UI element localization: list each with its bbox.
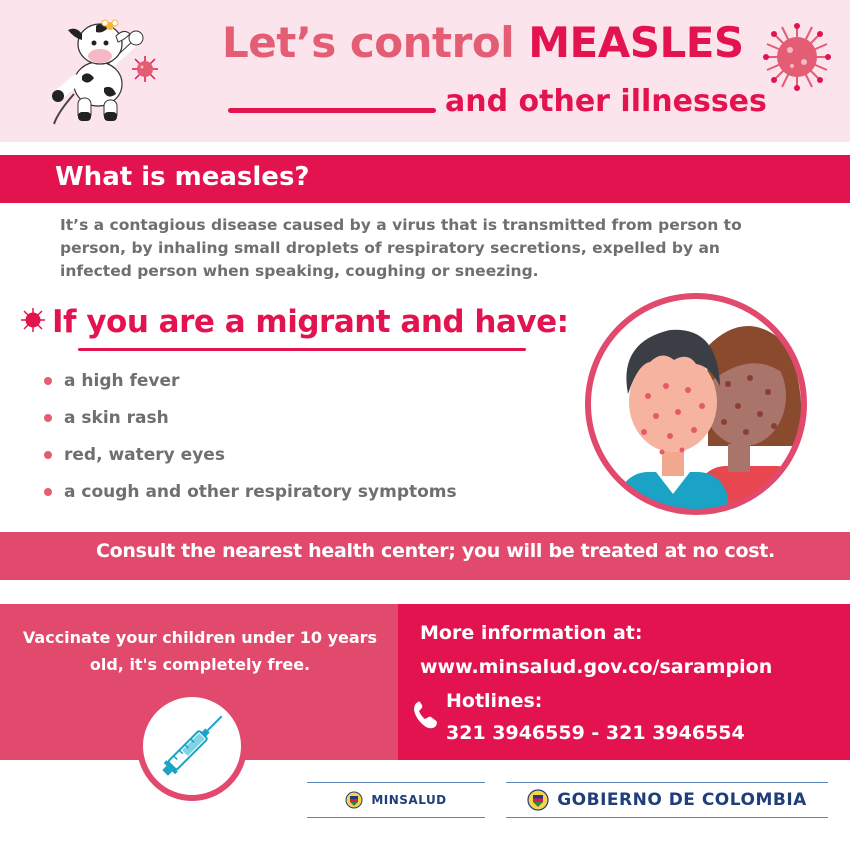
consult-message: Consult the nearest health center; you will be treated at no cost.	[96, 540, 775, 562]
gobierno-logo	[506, 782, 828, 818]
virus-icon	[20, 307, 46, 333]
list-item	[44, 442, 457, 479]
symptom-text: a skin rash	[64, 408, 169, 428]
symptoms-list	[44, 368, 457, 516]
gobierno-label: GOBIERNO DE COLOMBIA	[557, 790, 807, 810]
more-info-url[interactable]: www.minsalud.gov.co/sarampion	[420, 656, 773, 678]
page-subtitle: and other illnesses	[445, 84, 767, 119]
hotlines-numbers[interactable]: 321 3946559 - 321 3946554	[446, 722, 745, 744]
symptom-text: red, watery eyes	[64, 445, 225, 465]
migrant-underline	[78, 348, 526, 351]
vaccinate-message: Vaccinate your children under 10 years old, it's completely free.	[22, 628, 378, 674]
page-title	[222, 18, 744, 67]
bullet-icon	[44, 488, 52, 496]
title-part1: Let’s control	[222, 18, 529, 67]
list-item	[44, 479, 457, 516]
more-info-heading: More information at:	[420, 622, 643, 644]
colombia-seal-icon	[345, 791, 363, 809]
minsalud-logo	[307, 782, 485, 818]
what-is-measles-heading: What is measles?	[55, 162, 310, 192]
minsalud-label: MINSALUD	[371, 793, 447, 807]
colombia-seal-icon	[527, 789, 549, 811]
bullet-icon	[44, 414, 52, 422]
list-item	[44, 368, 457, 405]
virus-icon	[130, 54, 160, 84]
list-item	[44, 405, 457, 442]
bullet-icon	[44, 451, 52, 459]
title-measles: MEASLES	[528, 18, 744, 67]
symptom-text: a cough and other respiratory symptoms	[64, 482, 457, 502]
migrant-heading: If you are a migrant and have:	[52, 304, 569, 340]
title-underline	[228, 108, 436, 113]
hotlines-heading: Hotlines:	[446, 690, 543, 712]
syringe-icon	[136, 690, 248, 802]
virus-icon	[762, 22, 832, 92]
bullet-icon	[44, 377, 52, 385]
phone-icon	[412, 700, 438, 730]
sick-children-icon	[578, 286, 814, 522]
symptom-text: a high fever	[64, 371, 180, 391]
measles-description: It’s a contagious disease caused by a virus that is transmitted from person to person, by inhaling small droplets of respiratory secretions, expelled by an infected person when speaking, coughing or sneezing.	[60, 216, 742, 280]
